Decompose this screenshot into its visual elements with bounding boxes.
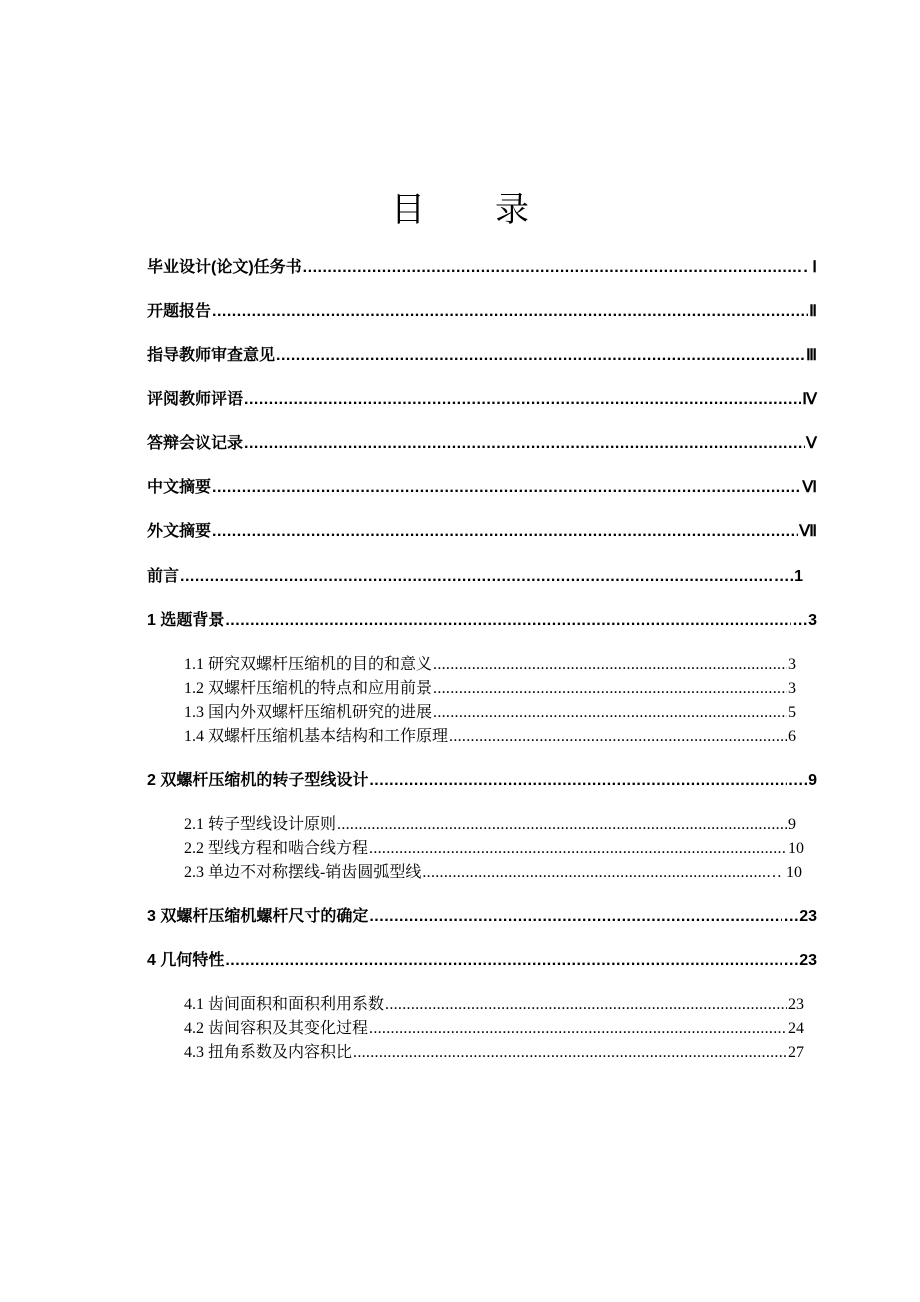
toc-entry-page: 23 [788, 996, 804, 1013]
toc-title-char-2: 录 [495, 190, 529, 230]
toc-entry-page: …23 [783, 952, 817, 969]
toc-entry-page: 24 [788, 1020, 804, 1037]
toc-entry-page: ….9 [787, 772, 817, 789]
leader-dots [353, 1044, 787, 1062]
leader-dots [276, 347, 805, 365]
toc-entry-page: …3 [792, 612, 817, 629]
toc-entry-label: 开题报告 [147, 303, 212, 320]
toc-entry-label: 1.2 双螺杆压缩机的特点和应用前景 [184, 680, 433, 697]
toc-entry-page: 10 [788, 840, 804, 857]
toc-sub-entry-4-3[interactable] [184, 1039, 804, 1062]
leader-dots [369, 840, 787, 858]
toc-entry-label: 指导教师审查意见 [147, 347, 276, 364]
leader-dots [449, 728, 787, 746]
leader-dots [385, 996, 787, 1014]
toc-entry-page: 3 [788, 656, 796, 673]
toc-entry-label: 答辩会议记录 [147, 435, 244, 452]
toc-entry-label: 外文摘要 [147, 523, 212, 540]
leader-dots [369, 908, 782, 926]
toc-entry-label: 1.1 研究双螺杆压缩机的目的和意义 [184, 656, 433, 673]
leader-dots [433, 680, 787, 698]
toc-entry-page: Ⅵ [802, 479, 817, 496]
toc-entry-task-book[interactable] [147, 254, 817, 277]
toc-entry-label: 4.1 齿间面积和面积利用系数 [184, 996, 385, 1013]
toc-entry-page: Ⅶ [799, 523, 817, 540]
leader-dots [244, 391, 801, 409]
toc-entry-page: Ⅳ [802, 391, 817, 408]
toc-entry-chapter-1[interactable] [147, 607, 817, 630]
leader-dots [212, 303, 808, 321]
toc-entry-label: 1.4 双螺杆压缩机基本结构和工作原理 [184, 728, 449, 745]
toc-sub-entry-4-2[interactable] [184, 1015, 804, 1038]
toc-sub-entry-1-1[interactable] [184, 651, 796, 674]
toc-entry-page: 6 [788, 728, 796, 745]
toc-entry-advisor-review[interactable] [147, 342, 817, 365]
toc-entry-page: Ⅱ [809, 303, 817, 320]
leader-dots [225, 952, 782, 970]
leader-dots [369, 1020, 787, 1038]
toc-entry-page: 9 [788, 816, 796, 833]
toc-entry-page: 5 [788, 704, 796, 721]
toc-entry-page: ….1 [773, 568, 803, 585]
toc-entry-label: 3 双螺杆压缩机螺杆尺寸的确定 [147, 908, 369, 925]
toc-sub-entry-2-2[interactable] [184, 835, 804, 858]
leader-dots [244, 435, 805, 453]
toc-entry-label: 评阅教师评语 [147, 391, 244, 408]
toc-entry-defense-record[interactable] [147, 430, 817, 453]
toc-entry-label: 2.3 单边不对称摆线-销齿圆弧型线 [184, 864, 422, 881]
leader-dots [225, 612, 791, 630]
toc-sub-entry-2-1[interactable] [184, 811, 796, 834]
leader-dots [303, 259, 803, 277]
toc-entry-page: Ⅴ [806, 435, 817, 452]
toc-entry-page: 3 [788, 680, 796, 697]
toc-title-char-1: 目 [391, 190, 425, 230]
toc-entry-page: 27 [788, 1044, 804, 1061]
toc-entry-page: … 10 [766, 864, 802, 881]
toc-entry-label: 毕业设计(论文)任务书 [147, 259, 302, 276]
toc-entry-label: 4.2 齿间容积及其变化过程 [184, 1020, 369, 1037]
toc-sub-entry-1-2[interactable] [184, 675, 796, 698]
toc-entry-chapter-2[interactable] [147, 767, 817, 790]
toc-sub-entry-1-3[interactable] [184, 699, 796, 722]
leader-dots [369, 772, 786, 790]
toc-entry-label: 前言 [147, 568, 180, 585]
toc-entry-label: 4 几何特性 [147, 952, 225, 969]
toc-entry-chinese-abstract[interactable] [147, 474, 817, 497]
leader-dots [433, 704, 787, 722]
toc-entry-label: 2 双螺杆压缩机的转子型线设计 [147, 772, 369, 789]
toc-title [0, 182, 920, 231]
toc-entry-label: 1 选题背景 [147, 612, 225, 629]
leader-dots [422, 864, 765, 882]
toc-sub-entry-2-3[interactable] [184, 859, 802, 882]
leader-dots [433, 656, 787, 674]
toc-entry-label: 4.3 扭角系数及内容积比 [184, 1044, 353, 1061]
toc-sub-entry-1-4[interactable] [184, 723, 796, 746]
toc-entry-preface[interactable] [147, 563, 803, 586]
toc-entry-label: 2.2 型线方程和啮合线方程 [184, 840, 369, 857]
toc-entry-reviewer-comments[interactable] [147, 386, 817, 409]
leader-dots [180, 568, 773, 586]
toc-sub-entry-4-1[interactable] [184, 991, 804, 1014]
leader-dots [212, 523, 798, 541]
toc-entry-proposal-report[interactable] [147, 298, 817, 321]
toc-entry-chapter-4[interactable] [147, 947, 817, 970]
toc-entry-page: . Ⅰ [803, 259, 817, 276]
toc-entry-label: 2.1 转子型线设计原则 [184, 816, 337, 833]
toc-entry-foreign-abstract[interactable] [147, 518, 817, 541]
toc-entry-label: 中文摘要 [147, 479, 212, 496]
toc-entry-chapter-3[interactable] [147, 903, 817, 926]
toc-entry-page: …23 [783, 908, 817, 925]
leader-dots [337, 816, 787, 834]
leader-dots [212, 479, 801, 497]
toc-entry-page: Ⅲ [805, 347, 817, 364]
toc-entry-label: 1.3 国内外双螺杆压缩机研究的进展 [184, 704, 433, 721]
